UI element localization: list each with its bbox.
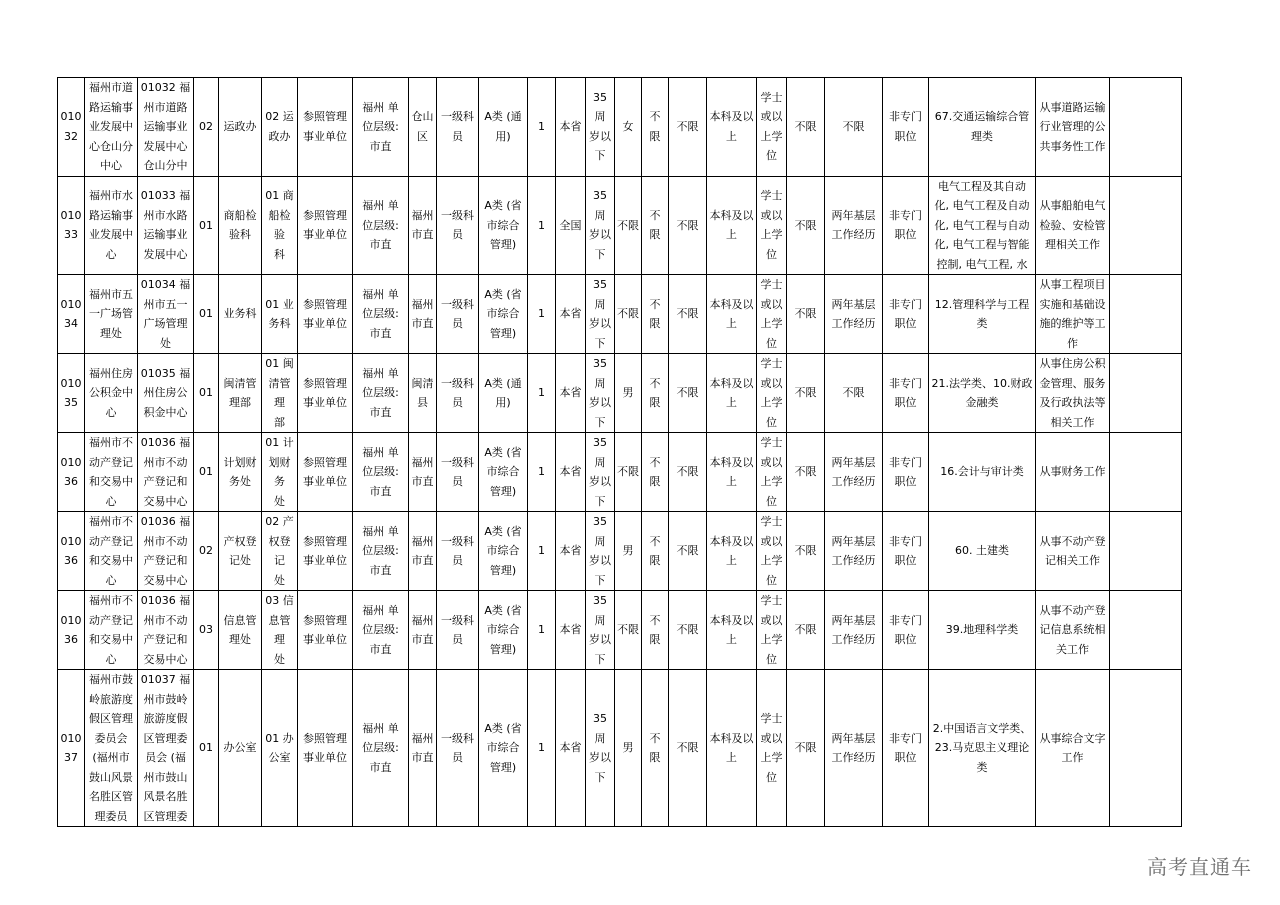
table-cell: 本省 (556, 354, 586, 433)
table-cell: 1 (528, 275, 556, 354)
table-cell: 01 计 划财务 处 (262, 433, 298, 512)
table-cell: 非专门 职位 (883, 176, 929, 275)
table-cell: 1 (528, 78, 556, 177)
table-cell: 学士 或以 上学 位 (757, 433, 787, 512)
table-cell: 03 信 息管理 处 (262, 591, 298, 670)
table-cell: 不限 (787, 591, 825, 670)
table-cell: 本科及以 上 (707, 512, 757, 591)
table-cell: 学士 或以 上学 位 (757, 176, 787, 275)
table-cell: 本省 (556, 433, 586, 512)
table-cell: 办公室 (219, 670, 262, 827)
table-cell: 01035 福 州住房公 积金中心 (138, 354, 194, 433)
table-cell: 参照管理 事业单位 (298, 433, 353, 512)
table-cell: 1 (528, 512, 556, 591)
table-cell: 不限 (669, 354, 707, 433)
table-cell: 全国 (556, 176, 586, 275)
table-cell: 本科及以 上 (707, 78, 757, 177)
table-cell: 不 限 (642, 591, 669, 670)
recruitment-table (57, 77, 1182, 827)
table-cell: 学士 或以 上学 位 (757, 354, 787, 433)
table-cell: 不 限 (642, 176, 669, 275)
table-cell: 从事不动产登 记信息系统相 关工作 (1036, 591, 1110, 670)
table-cell: 一级科 员 (437, 176, 479, 275)
table-cell: 1 (528, 354, 556, 433)
watermark: 高考直通车 (1147, 855, 1252, 879)
table-row (58, 433, 1182, 512)
table-cell: 不 限 (642, 275, 669, 354)
table-cell: 一级科 员 (437, 670, 479, 827)
table-cell: 闽清 县 (409, 354, 437, 433)
table-cell: 福州 市直 (409, 176, 437, 275)
table-cell: 福州市五 一广场管 理处 (85, 275, 138, 354)
table-cell: 不限 (669, 670, 707, 827)
table-cell: 福州 市直 (409, 433, 437, 512)
table-cell: 01 办 公室 (262, 670, 298, 827)
table-cell: 010 36 (58, 591, 85, 670)
table-cell: 非专门 职位 (883, 354, 929, 433)
table-cell: 闽清管 理部 (219, 354, 262, 433)
table-cell: 不限 (669, 275, 707, 354)
table-cell: 福州市道 路运输事 业发展中 心仓山分 中心 (85, 78, 138, 177)
table-cell: 福州 市直 (409, 670, 437, 827)
table-cell: 从事财务工作 (1036, 433, 1110, 512)
table-cell: 35周 岁以 下 (586, 78, 615, 177)
table-cell: 参照管理 事业单位 (298, 591, 353, 670)
table-cell: 福州 单 位层级: 市直 (353, 275, 409, 354)
table-cell: 非专门 职位 (883, 433, 929, 512)
table-cell: 本科及以 上 (707, 354, 757, 433)
table-cell: 两年基层 工作经历 (825, 512, 883, 591)
table-cell: 不 限 (642, 354, 669, 433)
table-cell: A类 (通 用) (479, 354, 528, 433)
table-cell: 1 (528, 176, 556, 275)
table-cell: 男 (615, 354, 642, 433)
table-cell: 参照管理 事业单位 (298, 176, 353, 275)
table-cell: 福州 单 位层级: 市直 (353, 78, 409, 177)
table-cell: 01036 福 州市不动 产登记和 交易中心 (138, 433, 194, 512)
table-cell: 福州市不 动产登记 和交易中 心 (85, 433, 138, 512)
table-cell: A类 (省 市综合 管理) (479, 275, 528, 354)
table-cell: 不 限 (642, 512, 669, 591)
table-cell: 一级科 员 (437, 433, 479, 512)
table-cell: 本科及以 上 (707, 591, 757, 670)
table-cell: 两年基层 工作经历 (825, 591, 883, 670)
table-cell (1110, 354, 1182, 433)
table-cell: 本省 (556, 275, 586, 354)
table-cell: 业务科 (219, 275, 262, 354)
table-cell: 参照管理 事业单位 (298, 275, 353, 354)
table-cell: 01036 福 州市不动 产登记和 交易中心 (138, 591, 194, 670)
table-cell: 福州市不 动产登记 和交易中 心 (85, 512, 138, 591)
table-cell: 非专门 职位 (883, 512, 929, 591)
table-cell: 不限 (615, 275, 642, 354)
table-cell: 本科及以 上 (707, 275, 757, 354)
table-cell: 本科及以 上 (707, 670, 757, 827)
table-row (58, 275, 1182, 354)
table-cell: 不限 (787, 670, 825, 827)
table-cell: 不限 (787, 433, 825, 512)
table-cell: 两年基层 工作经历 (825, 275, 883, 354)
table-cell: A类 (省 市综合 管理) (479, 433, 528, 512)
table-cell: 02 (194, 78, 219, 177)
table-cell: A类 (省 市综合 管理) (479, 512, 528, 591)
table-cell: 福州住房 公积金中 心 (85, 354, 138, 433)
table-cell: A类 (省 市综合 管理) (479, 176, 528, 275)
table-cell: 不限 (787, 275, 825, 354)
table-row (58, 78, 1182, 177)
table-cell: 两年基层 工作经历 (825, 433, 883, 512)
table-cell: 16.会计与审计类 (929, 433, 1036, 512)
table-cell: 01 (194, 176, 219, 275)
table-cell: 一级科 员 (437, 354, 479, 433)
table-cell: A类 (通 用) (479, 78, 528, 177)
table-cell: 01037 福 州市鼓岭 旅游度假 区管理委 员会 (福 州市鼓山 风景名胜 区管理委 (138, 670, 194, 827)
table-cell: 不限 (669, 512, 707, 591)
table-cell: 不限 (787, 78, 825, 177)
table-cell: 01 闽 清管理 部 (262, 354, 298, 433)
table-cell: 本省 (556, 591, 586, 670)
table-cell: 一级科 员 (437, 78, 479, 177)
table-row (58, 354, 1182, 433)
table-cell: 不限 (669, 591, 707, 670)
table-cell: 01 商 船检验 科 (262, 176, 298, 275)
table-cell: 非专门 职位 (883, 275, 929, 354)
table-cell: 一级科 员 (437, 512, 479, 591)
table-cell: 不限 (787, 512, 825, 591)
table-cell: 学士 或以 上学 位 (757, 275, 787, 354)
table-cell: 非专门 职位 (883, 670, 929, 827)
table-cell: 福州 单 位层级: 市直 (353, 433, 409, 512)
table-row (58, 591, 1182, 670)
table-cell: 60. 土建类 (929, 512, 1036, 591)
table-cell: 两年基层 工作经历 (825, 670, 883, 827)
table-cell: 福州 单 位层级: 市直 (353, 512, 409, 591)
table-cell: 03 (194, 591, 219, 670)
table-cell: 35周 岁以 下 (586, 275, 615, 354)
table-cell: 不限 (669, 176, 707, 275)
table-cell: 非专门 职位 (883, 591, 929, 670)
table-cell: 01 (194, 670, 219, 827)
table-cell (1110, 670, 1182, 827)
table-cell: 从事综合文字 工作 (1036, 670, 1110, 827)
table-cell: 010 34 (58, 275, 85, 354)
table-cell: 不限 (825, 78, 883, 177)
table-cell: 两年基层 工作经历 (825, 176, 883, 275)
table-cell: 35周 岁以 下 (586, 591, 615, 670)
table-cell: 02 (194, 512, 219, 591)
table-cell: 不限 (787, 176, 825, 275)
table-cell: 不限 (615, 591, 642, 670)
table-cell: 01036 福 州市不动 产登记和 交易中心 (138, 512, 194, 591)
table-cell: 01 业 务科 (262, 275, 298, 354)
table-cell: 01 (194, 275, 219, 354)
table-cell: 从事住房公积 金管理、服务 及行政执法等 相关工作 (1036, 354, 1110, 433)
table-cell: 参照管理 事业单位 (298, 78, 353, 177)
table-cell: 参照管理 事业单位 (298, 670, 353, 827)
table-row (58, 670, 1182, 827)
table-cell: 从事道路运输 行业管理的公 共事务性工作 (1036, 78, 1110, 177)
table-cell: 不限 (825, 354, 883, 433)
table-cell: 本省 (556, 670, 586, 827)
table-cell: 不 限 (642, 670, 669, 827)
table-cell: 35周 岁以 下 (586, 670, 615, 827)
table-cell: 从事船舶电气 检验、安检管 理相关工作 (1036, 176, 1110, 275)
table-cell: 从事工程项目 实施和基础设 施的维护等工 作 (1036, 275, 1110, 354)
table-cell (1110, 78, 1182, 177)
table-cell (1110, 433, 1182, 512)
table-cell: 运政办 (219, 78, 262, 177)
table-cell: 02 运 政办 (262, 78, 298, 177)
table-cell: 本科及以 上 (707, 433, 757, 512)
table-cell: 男 (615, 512, 642, 591)
table-cell: 福州 单 位层级: 市直 (353, 354, 409, 433)
table-row (58, 176, 1182, 275)
table-cell: 01032 福 州市道路 运输事业 发展中心 仓山分中 (138, 78, 194, 177)
table-cell: 参照管理 事业单位 (298, 354, 353, 433)
table-cell: 21.法学类、10.财政 金融类 (929, 354, 1036, 433)
table-cell: 福州 市直 (409, 512, 437, 591)
table-cell: 信息管 理处 (219, 591, 262, 670)
table-cell: 35周 岁以 下 (586, 354, 615, 433)
table-cell: 产权登 记处 (219, 512, 262, 591)
table-cell (1110, 591, 1182, 670)
table-cell: 01 (194, 433, 219, 512)
table-cell: A类 (省 市综合 管理) (479, 591, 528, 670)
table-cell: 一级科 员 (437, 275, 479, 354)
table-cell: 不 限 (642, 433, 669, 512)
table-cell: 02 产 权登记 处 (262, 512, 298, 591)
table-cell: 学士 或以 上学 位 (757, 512, 787, 591)
table-cell: 010 33 (58, 176, 85, 275)
table-row (58, 512, 1182, 591)
table-cell: 商船检 验科 (219, 176, 262, 275)
table-cell: 本科及以 上 (707, 176, 757, 275)
table-cell: 35周 岁以 下 (586, 176, 615, 275)
table-cell: 01 (194, 354, 219, 433)
table-cell: 1 (528, 670, 556, 827)
table-cell: 不限 (615, 433, 642, 512)
table-cell (1110, 176, 1182, 275)
table-cell: 计划财 务处 (219, 433, 262, 512)
table-cell: A类 (省 市综合 管理) (479, 670, 528, 827)
table-cell: 12.管理科学与工程 类 (929, 275, 1036, 354)
table-cell: 01033 福 州市水路 运输事业 发展中心 (138, 176, 194, 275)
table-cell: 39.地理科学类 (929, 591, 1036, 670)
table-cell: 010 36 (58, 512, 85, 591)
table-cell: 福州 单 位层级: 市直 (353, 591, 409, 670)
table-cell (1110, 512, 1182, 591)
table-cell: 福州 单 位层级: 市直 (353, 670, 409, 827)
table-cell: 本省 (556, 78, 586, 177)
table-cell: 不限 (669, 78, 707, 177)
table-cell: 本省 (556, 512, 586, 591)
table-cell: 仓山 区 (409, 78, 437, 177)
table-cell: 一级科 员 (437, 591, 479, 670)
table-cell: 1 (528, 433, 556, 512)
table-cell: 35周 岁以 下 (586, 433, 615, 512)
table-cell: 不限 (787, 354, 825, 433)
table-cell: 010 32 (58, 78, 85, 177)
table-cell: 福州 市直 (409, 275, 437, 354)
table-cell: 福州市不 动产登记 和交易中 心 (85, 591, 138, 670)
table-cell: 电气工程及其自动 化, 电气工程及自动 化, 电气工程与自动 化, 电气工程与智能 控制, 电气工程, 水 (929, 176, 1036, 275)
table-cell: 010 37 (58, 670, 85, 827)
table-cell: 福州 市直 (409, 591, 437, 670)
table-cell: 非专门 职位 (883, 78, 929, 177)
table-cell: 学士 或以 上学 位 (757, 591, 787, 670)
table-cell (1110, 275, 1182, 354)
table-cell: 1 (528, 591, 556, 670)
table-cell: 不 限 (642, 78, 669, 177)
table-cell: 学士 或以 上学 位 (757, 670, 787, 827)
table-cell: 学士 或以 上学 位 (757, 78, 787, 177)
table-cell: 福州 单 位层级: 市直 (353, 176, 409, 275)
table-cell: 参照管理 事业单位 (298, 512, 353, 591)
table-cell: 女 (615, 78, 642, 177)
table-cell: 01034 福 州市五一 广场管理 处 (138, 275, 194, 354)
table-cell: 从事不动产登 记相关工作 (1036, 512, 1110, 591)
table-cell: 不限 (669, 433, 707, 512)
table-cell: 福州市鼓 岭旅游度 假区管理 委员会 (福州市 鼓山风景 名胜区管 理委员 (85, 670, 138, 827)
table-cell: 67.交通运输综合管 理类 (929, 78, 1036, 177)
table-cell: 010 36 (58, 433, 85, 512)
table-cell: 不限 (615, 176, 642, 275)
table-cell: 35周 岁以 下 (586, 512, 615, 591)
table-cell: 2.中国语言文学类、 23.马克思主义理论 类 (929, 670, 1036, 827)
table-cell: 男 (615, 670, 642, 827)
table-cell: 010 35 (58, 354, 85, 433)
table-cell: 福州市水 路运输事 业发展中 心 (85, 176, 138, 275)
